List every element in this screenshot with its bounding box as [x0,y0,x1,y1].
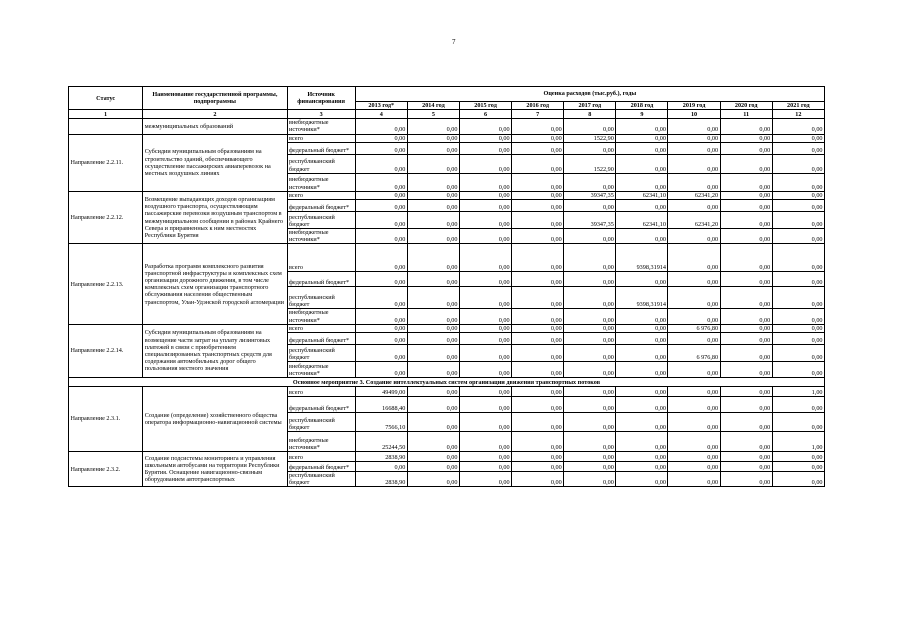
value-cell: 0,00 [407,324,459,332]
value-cell: 0,00 [459,362,511,378]
value-cell: 0,00 [720,200,772,212]
value-cell: 0,00 [512,119,564,134]
section-title: Основное мероприятие 3. Создание интеллектуальных систем организации движения транспортных потоков [69,378,825,387]
value-cell: 0,00 [616,324,668,332]
value-cell: 0,00 [564,200,616,212]
value-cell: 0,00 [772,154,824,173]
row-status: Направление 2.3.1. [69,387,143,452]
value-cell: 0,00 [459,309,511,324]
header-source: Источник финансирования [287,87,355,110]
row-status: Направление 2.2.13. [69,244,143,324]
value-cell: 0,00 [616,229,668,244]
value-cell: 0,00 [616,462,668,472]
value-cell: 0,00 [564,397,616,413]
value-cell: 0,00 [772,462,824,472]
value-cell: 0,00 [407,397,459,413]
row-name: Создание подсистемы мониторинга и управления школьными автобусами на территории Республики Бурятия. Оснащение навигационно-связным оборудованием автотранспортных [143,452,287,487]
value-cell: 0,00 [407,200,459,212]
value-cell: 0,00 [407,462,459,472]
value-cell: 0,00 [512,309,564,324]
value-cell: 2838,90 [355,472,407,487]
value-cell: 0,00 [720,452,772,462]
value-cell: 0,00 [512,142,564,154]
value-cell: 0,00 [720,212,772,229]
value-cell: 62341,10 [616,212,668,229]
value-cell: 0,00 [512,413,564,432]
value-cell: 0,00 [512,191,564,199]
value-cell: 0,00 [407,362,459,378]
value-cell: 0,00 [616,472,668,487]
value-cell: 0,00 [459,200,511,212]
value-cell: 0,00 [564,173,616,191]
value-cell: 0,00 [407,432,459,452]
value-cell: 0,00 [668,200,720,212]
row-source: федеральный бюджет* [287,142,355,154]
row-source: республиканский бюджет [287,212,355,229]
value-cell: 0,00 [772,287,824,309]
value-cell: 0,00 [355,200,407,212]
row-source: всего [287,324,355,332]
value-cell: 0,00 [564,309,616,324]
value-cell: 2838,90 [355,452,407,462]
header-name: Наименование государственной программы, подпрограммы [143,87,287,110]
value-cell: 0,00 [564,333,616,345]
row-source: внебюджетные источники* [287,309,355,324]
value-cell: 0,00 [512,272,564,287]
value-cell: 0,00 [355,462,407,472]
value-cell: 0,00 [407,154,459,173]
value-cell: 0,00 [616,142,668,154]
row-source: республиканский бюджет [287,287,355,309]
value-cell: 0,00 [407,452,459,462]
value-cell: 6 976,80 [668,324,720,332]
value-cell: 1522,90 [564,154,616,173]
row-source: федеральный бюджет* [287,333,355,345]
row-source: федеральный бюджет* [287,462,355,472]
value-cell: 0,00 [459,244,511,272]
value-cell: 0,00 [459,333,511,345]
row-source: всего [287,191,355,199]
row-source: внебюджетные источники* [287,119,355,134]
value-cell: 0,00 [616,333,668,345]
table-row [69,452,825,462]
value-cell: 0,00 [355,333,407,345]
value-cell: 0,00 [720,272,772,287]
value-cell: 0,00 [616,362,668,378]
value-cell: 0,00 [512,200,564,212]
value-cell: 0,00 [407,191,459,199]
column-index: 4 [355,110,407,119]
value-cell: 0,00 [459,345,511,362]
value-cell: 0,00 [772,212,824,229]
value-cell: 0,00 [772,244,824,272]
value-cell: 0,00 [459,173,511,191]
table-row [69,324,825,332]
value-cell: 0,00 [668,462,720,472]
value-cell: 0,00 [355,142,407,154]
value-cell: 0,00 [720,413,772,432]
value-cell: 0,00 [512,452,564,462]
row-source: всего [287,134,355,142]
value-cell: 0,00 [772,309,824,324]
value-cell: 39347,35 [564,212,616,229]
value-cell: 62341,20 [668,191,720,199]
value-cell: 49499,00 [355,387,407,397]
value-cell: 1,00 [772,432,824,452]
value-cell: 25244,50 [355,432,407,452]
row-source: внебюджетные источники* [287,362,355,378]
value-cell: 0,00 [512,387,564,397]
value-cell: 0,00 [407,309,459,324]
value-cell: 0,00 [407,413,459,432]
value-cell: 0,00 [720,154,772,173]
row-name: Возмещение выпадающих доходов организациям воздушного транспорта, осуществляющим пассажирские перевозки воздушным транспортом в межмуниципальном сообщении в районах Крайнего Севера и приравненных к ним местностях Республики Бурятия [143,191,287,244]
value-cell: 0,00 [616,309,668,324]
value-cell: 0,00 [355,154,407,173]
value-cell: 0,00 [407,173,459,191]
header-year: 2013 год* [355,102,407,110]
value-cell: 0,00 [564,472,616,487]
value-cell: 0,00 [459,452,511,462]
row-source: федеральный бюджет* [287,397,355,413]
value-cell: 0,00 [459,462,511,472]
value-cell: 0,00 [512,229,564,244]
row-source: всего [287,452,355,462]
value-cell: 1,00 [772,387,824,397]
value-cell: 0,00 [459,229,511,244]
column-index: 9 [616,110,668,119]
value-cell: 0,00 [355,272,407,287]
value-cell: 0,00 [459,287,511,309]
value-cell: 0,00 [512,432,564,452]
value-cell: 0,00 [720,244,772,272]
value-cell: 0,00 [407,287,459,309]
header-year: 2014 год [407,102,459,110]
row-source: федеральный бюджет* [287,200,355,212]
value-cell: 0,00 [355,309,407,324]
header-year: 2020 год [720,102,772,110]
row-source: федеральный бюджет* [287,272,355,287]
page-number: 7 [452,38,456,46]
header-year: 2017 год [564,102,616,110]
value-cell: 0,00 [616,272,668,287]
row-source: внебюджетные источники* [287,173,355,191]
value-cell: 0,00 [772,134,824,142]
value-cell: 0,00 [459,397,511,413]
column-index: 7 [512,110,564,119]
value-cell: 0,00 [668,119,720,134]
value-cell: 0,00 [668,272,720,287]
value-cell: 0,00 [407,229,459,244]
value-cell: 9398,31914 [616,244,668,272]
value-cell: 0,00 [512,134,564,142]
column-index: 1 [69,110,143,119]
value-cell: 0,00 [564,119,616,134]
value-cell: 0,00 [564,362,616,378]
value-cell: 0,00 [564,452,616,462]
row-status: Направление 2.3.2. [69,452,143,487]
value-cell: 0,00 [459,272,511,287]
value-cell: 0,00 [355,229,407,244]
value-cell: 0,00 [668,413,720,432]
header-year: 2019 год [668,102,720,110]
value-cell: 0,00 [772,142,824,154]
value-cell: 0,00 [616,154,668,173]
row-name: Субсидии муниципальным образованиям на возмещение части затрат на уплату лизинговых платежей в связи с приобретением специализированных транспортных средств для содержания автомобильных дорог общего пользования местного значения [143,324,287,377]
row-name: Субсидии муниципальным образованиям на строительство зданий, обеспечивающего осуществление пассажирских авиаперевозок на местных воздушных линиях [143,134,287,191]
value-cell: 0,00 [772,452,824,462]
value-cell: 0,00 [616,397,668,413]
value-cell: 0,00 [459,413,511,432]
value-cell: 0,00 [616,134,668,142]
value-cell: 0,00 [459,432,511,452]
value-cell: 0,00 [720,142,772,154]
value-cell: 1522,90 [564,134,616,142]
value-cell: 0,00 [564,272,616,287]
value-cell: 0,00 [355,119,407,134]
value-cell: 0,00 [512,462,564,472]
table-row [69,244,825,272]
table-row [69,191,825,199]
header-year: 2015 год [459,102,511,110]
header-status: Статус [69,87,143,110]
value-cell: 0,00 [355,362,407,378]
value-cell: 0,00 [459,142,511,154]
row-name: Разработка программ комплексного развития транспортной инфраструктуры и комплексных схем организации дорожного движения, в том числе комплексных схем организации транспортного обслуживания населения общественным транспортом, Улан-Удэнской городской агломерации [143,244,287,324]
value-cell: 0,00 [459,387,511,397]
value-cell: 0,00 [355,191,407,199]
value-cell: 0,00 [459,134,511,142]
value-cell: 0,00 [720,387,772,397]
value-cell: 0,00 [772,173,824,191]
header-year: 2021 год [772,102,824,110]
value-cell: 0,00 [772,362,824,378]
value-cell: 0,00 [720,229,772,244]
value-cell: 0,00 [616,200,668,212]
value-cell: 6 976,80 [668,345,720,362]
value-cell: 0,00 [772,397,824,413]
value-cell: 0,00 [564,324,616,332]
value-cell: 0,00 [616,119,668,134]
value-cell: 0,00 [407,272,459,287]
value-cell: 0,00 [772,472,824,487]
value-cell: 0,00 [668,432,720,452]
value-cell: 0,00 [668,287,720,309]
value-cell: 0,00 [512,362,564,378]
value-cell: 0,00 [407,472,459,487]
value-cell: 0,00 [407,142,459,154]
value-cell: 0,00 [720,397,772,413]
value-cell: 0,00 [720,462,772,472]
value-cell: 62341,20 [668,212,720,229]
value-cell: 0,00 [720,362,772,378]
value-cell: 0,00 [720,119,772,134]
value-cell: 0,00 [616,173,668,191]
value-cell: 0,00 [407,345,459,362]
row-name: межмуниципальных образований [143,119,287,134]
value-cell: 0,00 [407,244,459,272]
value-cell: 0,00 [668,397,720,413]
value-cell: 0,00 [355,173,407,191]
value-cell: 0,00 [720,191,772,199]
value-cell: 0,00 [355,244,407,272]
value-cell: 0,00 [720,309,772,324]
value-cell: 0,00 [512,212,564,229]
value-cell: 0,00 [512,345,564,362]
column-index: 8 [564,110,616,119]
value-cell: 0,00 [720,432,772,452]
value-cell: 0,00 [720,472,772,487]
value-cell: 0,00 [564,345,616,362]
value-cell: 0,00 [720,287,772,309]
value-cell: 7566,10 [355,413,407,432]
table-row [69,134,825,142]
row-source: внебюджетные источники* [287,229,355,244]
value-cell: 0,00 [512,472,564,487]
value-cell: 0,00 [355,324,407,332]
value-cell: 0,00 [668,362,720,378]
value-cell: 0,00 [512,154,564,173]
row-source: республиканский бюджет [287,413,355,432]
value-cell: 0,00 [772,324,824,332]
value-cell: 0,00 [720,324,772,332]
value-cell: 0,00 [772,345,824,362]
value-cell: 0,00 [564,432,616,452]
value-cell: 0,00 [668,309,720,324]
value-cell: 0,00 [564,244,616,272]
column-index: 2 [143,110,287,119]
value-cell: 0,00 [616,413,668,432]
value-cell: 0,00 [668,387,720,397]
value-cell: 0,00 [772,119,824,134]
value-cell: 0,00 [668,142,720,154]
value-cell: 0,00 [720,333,772,345]
value-cell: 0,00 [459,119,511,134]
value-cell: 0,00 [668,452,720,462]
header-year: 2018 год [616,102,668,110]
row-source: республиканский бюджет [287,472,355,487]
column-index: 12 [772,110,824,119]
value-cell: 0,00 [720,345,772,362]
value-cell: 0,00 [512,397,564,413]
value-cell: 16688,40 [355,397,407,413]
value-cell: 0,00 [512,173,564,191]
column-index: 3 [287,110,355,119]
value-cell: 0,00 [355,134,407,142]
value-cell: 0,00 [668,333,720,345]
value-cell: 0,00 [564,462,616,472]
value-cell: 0,00 [459,324,511,332]
header-estimate: Оценка расходов (тыс.руб.), годы [355,87,824,102]
value-cell: 0,00 [564,287,616,309]
value-cell: 0,00 [720,134,772,142]
budget-table [68,86,825,487]
row-status [69,119,143,134]
row-source: всего [287,244,355,272]
value-cell: 0,00 [720,173,772,191]
value-cell: 0,00 [512,333,564,345]
value-cell: 0,00 [772,413,824,432]
value-cell: 0,00 [668,244,720,272]
value-cell: 62341,10 [616,191,668,199]
value-cell: 0,00 [564,413,616,432]
value-cell: 0,00 [355,212,407,229]
row-source: внебюджетные источники* [287,432,355,452]
value-cell: 0,00 [512,324,564,332]
value-cell: 0,00 [772,229,824,244]
value-cell: 0,00 [616,452,668,462]
value-cell: 0,00 [564,229,616,244]
column-index: 6 [459,110,511,119]
value-cell: 0,00 [616,432,668,452]
row-source: республиканский бюджет [287,345,355,362]
column-index: 10 [668,110,720,119]
value-cell: 0,00 [616,345,668,362]
row-status: Направление 2.2.14. [69,324,143,377]
value-cell: 0,00 [668,173,720,191]
value-cell: 0,00 [772,272,824,287]
value-cell: 0,00 [564,142,616,154]
value-cell: 0,00 [459,191,511,199]
value-cell: 0,00 [616,387,668,397]
value-cell: 0,00 [668,134,720,142]
value-cell: 0,00 [668,229,720,244]
value-cell: 39347,35 [564,191,616,199]
column-index: 11 [720,110,772,119]
value-cell: 0,00 [407,134,459,142]
row-name: Создание (определение) хозяйственного общества оператора информационно-навигационной системы [143,387,287,452]
row-status: Направление 2.2.11. [69,134,143,191]
value-cell: 0,00 [512,287,564,309]
row-source: всего [287,387,355,397]
value-cell: 0,00 [564,387,616,397]
column-index: 5 [407,110,459,119]
value-cell: 0,00 [355,345,407,362]
row-status: Направление 2.2.12. [69,191,143,244]
table-row [69,119,825,134]
value-cell: 0,00 [407,387,459,397]
header-year: 2016 год [512,102,564,110]
value-cell: 9398,31914 [616,287,668,309]
value-cell: 0,00 [772,200,824,212]
value-cell: 0,00 [407,119,459,134]
value-cell: 0,00 [772,191,824,199]
value-cell: 0,00 [407,212,459,229]
value-cell: 0,00 [668,154,720,173]
value-cell: 0,00 [459,154,511,173]
value-cell: 0,00 [355,287,407,309]
value-cell: 0,00 [512,244,564,272]
value-cell: 0,00 [407,333,459,345]
value-cell: 0,00 [772,333,824,345]
row-source: республиканский бюджет [287,154,355,173]
value-cell: 0,00 [668,472,720,487]
value-cell: 0,00 [459,212,511,229]
table-row [69,387,825,397]
value-cell: 0,00 [459,472,511,487]
